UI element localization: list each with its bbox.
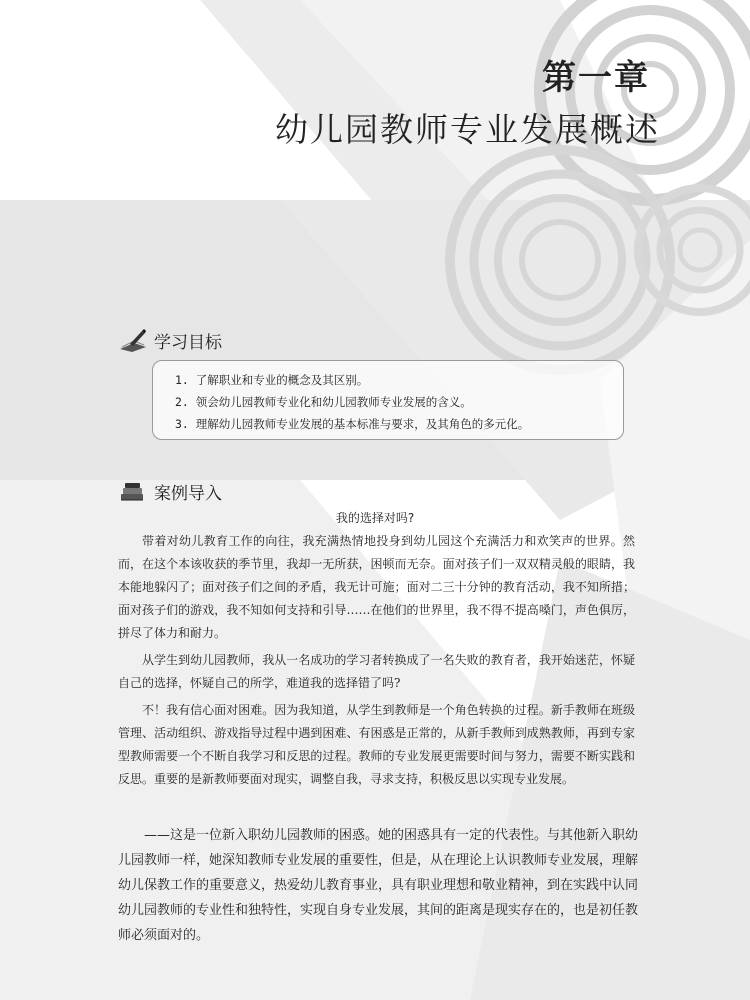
case-paragraph-3: 不！我有信心面对困难。因为我知道，从学生到教师是一个角色转换的过程。新手教师在班级管理、活动组织、游戏指导过程中遇到困难、有困惑是正常的，从新手教师到成熟教师，再到专家型教师需要一个不断自我学习和反思的过程。教师的专业发展更需要时间与努力，需要不断实践和反思。重要的是新教师要面对现实，调整自我，寻求支持，积极反思以实现专业发展。 — [118, 703, 635, 786]
chapter-title: 幼儿园教师专业发展概述 — [275, 110, 660, 149]
goal-item-3: 3. 理解幼儿园教师专业发展的基本标准与要求，及其角色的多元化。 — [175, 417, 530, 431]
case-intro-label: 案例导入 — [154, 484, 222, 504]
learning-goals-label: 学习目标 — [154, 333, 222, 353]
case-paragraph-2: 从学生到幼儿园教师，我从一名成功的学习者转换成了一名失败的教育者，我开始迷茫，怀疑自己的选择，怀疑自己的所学，难道我的选择错了吗? — [118, 653, 635, 690]
pen-book-icon — [118, 329, 148, 353]
case-summary: ——这是一位新入职幼儿园教师的困惑。她的困惑具有一定的代表性。与其他新入职幼儿园教师一样，她深知教师专业发展的重要性，但是，从在理论上认识教师专业发展，理解幼儿保教工作的重要意义，热爱幼儿教育事业，具有职业理想和敬业精神，到在实践中认同幼儿园教师的专业性和独特性，实现自身专业发展，其间的距离是现实存在的，也是初任教师必须面对的。 — [118, 828, 639, 943]
learning-goals-box — [152, 360, 624, 440]
chapter-number: 第一章 — [542, 58, 650, 98]
goal-item-1: 1. 了解职业和专业的概念及其区别。 — [175, 373, 369, 387]
books-icon — [118, 480, 148, 504]
case-intro-heading — [118, 479, 222, 504]
learning-goals-heading — [118, 328, 222, 353]
case-paragraph-1: 带着对幼儿教育工作的向往，我充满热情地投身到幼儿园这个充满活力和欢笑声的世界。然而，在这个本该收获的季节里，我却一无所获，困顿而无奈。面对孩子们一双双精灵般的眼睛，我本能地躲闪了；面对孩子们之间的矛盾，我无计可施；面对二三十分钟的教育活动，我不知所措；面对孩子们的游戏，我不知如何支持和引导……在他们的世界里，我不得不提高嗓门，声色俱厉，拼尽了体力和耐力。 — [118, 534, 635, 640]
case-body — [118, 530, 635, 791]
goal-item-2: 2. 领会幼儿园教师专业化和幼儿园教师专业发展的含义。 — [175, 395, 472, 409]
case-title: 我的选择对吗? — [335, 511, 415, 525]
